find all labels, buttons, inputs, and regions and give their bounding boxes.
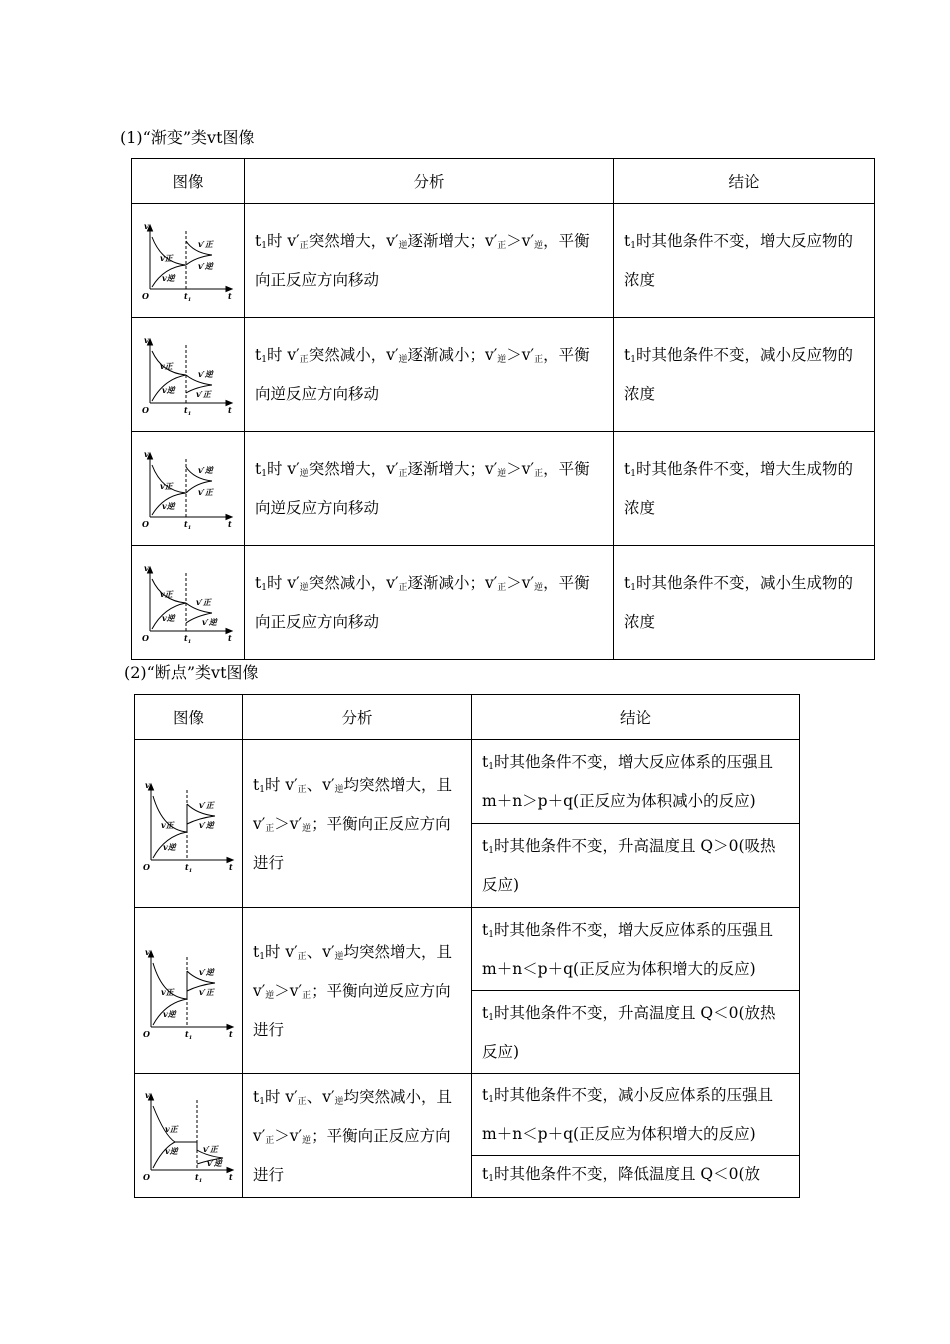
subscript: 1 bbox=[630, 241, 636, 251]
conclusion-cell bbox=[472, 824, 800, 908]
subscript: 1 bbox=[488, 929, 494, 940]
axis-t-label: t bbox=[228, 632, 232, 643]
t-symbol: t bbox=[482, 837, 489, 855]
subscript: 逆 bbox=[497, 469, 507, 479]
v-zheng-label: v正 bbox=[160, 819, 174, 830]
analysis-cell bbox=[245, 546, 614, 660]
table-row bbox=[135, 1074, 800, 1156]
vp-zheng-label: v′正 bbox=[198, 486, 213, 497]
origin-label: O bbox=[142, 632, 149, 643]
t-symbol: t bbox=[482, 1003, 489, 1022]
conclusion-text: 时其他条件不变，增大反应体系的压强且 m＋n＞p＋q(正反应为体积减小的反应) bbox=[482, 753, 773, 810]
graph-cell bbox=[132, 318, 245, 432]
origin-label: O bbox=[142, 404, 149, 415]
table-header-row bbox=[132, 159, 875, 204]
v-ni-label: v逆 bbox=[162, 612, 175, 623]
vp-zheng-label: v′正 bbox=[198, 986, 214, 997]
axis-t-label: t bbox=[228, 404, 232, 415]
subscript: 1 bbox=[261, 583, 267, 593]
text: 、v′ bbox=[306, 942, 335, 961]
axis-v-label: v bbox=[144, 946, 150, 957]
subscript: 逆 bbox=[334, 784, 344, 795]
v-zheng-label: v正 bbox=[160, 480, 173, 491]
header-conclusion: 结论 bbox=[472, 695, 800, 740]
vp-ni-label: v′逆 bbox=[198, 368, 213, 379]
text: 时 v′ bbox=[264, 942, 298, 961]
conclusion-cell bbox=[472, 1156, 800, 1198]
text: ；平衡向正反应方向进行 bbox=[253, 1126, 451, 1184]
text: ，平衡向逆反应方向移动 bbox=[255, 346, 590, 403]
text: ，平衡向正反应方向移动 bbox=[255, 574, 590, 631]
v-zheng-label: v正 bbox=[160, 360, 173, 371]
subscript: 正 bbox=[534, 355, 544, 365]
t1-label: $t_1$ bbox=[184, 290, 192, 303]
subscript: 逆 bbox=[497, 355, 507, 365]
analysis-cell bbox=[245, 318, 614, 432]
graph-cell bbox=[135, 1074, 243, 1198]
vp-ni-label: v′逆 bbox=[202, 616, 217, 627]
section-1-title: (1)“渐变”类vt图像 bbox=[120, 128, 255, 147]
subscript: 正 bbox=[265, 1135, 275, 1146]
subscript: 逆 bbox=[334, 1096, 344, 1107]
axis-v-label: v bbox=[144, 220, 149, 231]
text: ；平衡向逆反应方向进行 bbox=[253, 981, 451, 1039]
subscript: 1 bbox=[488, 846, 494, 856]
text: 逐渐减小；v′ bbox=[407, 346, 498, 364]
subscript: 1 bbox=[259, 951, 265, 962]
t-symbol: t bbox=[253, 775, 260, 794]
subscript: 正 bbox=[497, 241, 507, 251]
subscript: 逆 bbox=[334, 951, 344, 962]
text: 、v′ bbox=[306, 1087, 335, 1106]
text: 逐渐减小；v′ bbox=[407, 574, 498, 592]
text: ，平衡向逆反应方向移动 bbox=[255, 460, 590, 517]
analysis-cell bbox=[243, 908, 472, 1074]
header-graph: 图像 bbox=[135, 695, 243, 740]
axis-t-label: t bbox=[228, 518, 232, 529]
subscript: 1 bbox=[488, 762, 494, 772]
axis-v-label: v bbox=[144, 562, 149, 573]
t-symbol: t bbox=[255, 574, 262, 592]
vp-zheng-label: v′正 bbox=[198, 799, 214, 810]
subscript: 正 bbox=[297, 1096, 307, 1107]
conclusion-cell bbox=[614, 546, 875, 660]
text: 均突然增大，且 v′ bbox=[253, 775, 452, 833]
t-symbol: t bbox=[624, 346, 631, 364]
text: 突然增大，v′ bbox=[308, 232, 399, 250]
subscript: 1 bbox=[630, 355, 636, 365]
gradual-change-table bbox=[131, 158, 875, 660]
text: 均突然增大，且 v′ bbox=[253, 942, 452, 1000]
conclusion-text: 时其他条件不变，升高温度且 Q＜0(放热反应) bbox=[482, 1003, 776, 1061]
text: ，平衡向正反应方向移动 bbox=[255, 232, 590, 289]
v-zheng-label: v正 bbox=[164, 1123, 178, 1134]
table-row bbox=[132, 546, 875, 660]
conclusion-text: 时其他条件不变，减小反应物的浓度 bbox=[624, 346, 853, 403]
axis-v-label: v bbox=[144, 448, 149, 459]
t-symbol: t bbox=[482, 920, 489, 939]
vp-ni-label: v′逆 bbox=[198, 464, 213, 475]
subscript: 逆 bbox=[534, 583, 544, 593]
conclusion-text: 时其他条件不变，降低温度且 Q＜0(放 bbox=[493, 1165, 761, 1183]
v-zheng-label: v正 bbox=[160, 986, 174, 997]
text: 逐渐增大；v′ bbox=[407, 232, 498, 250]
axis-t-label: t bbox=[228, 290, 232, 301]
vt-graph-increase-product bbox=[140, 447, 236, 531]
t-symbol: t bbox=[482, 753, 489, 771]
t-symbol: t bbox=[253, 1087, 260, 1106]
t1-label: $t_1$ bbox=[194, 1171, 202, 1184]
conclusion-cell bbox=[472, 908, 800, 991]
text: 突然减小，v′ bbox=[308, 346, 399, 364]
t1-label: $t_1$ bbox=[184, 1028, 192, 1041]
table-row bbox=[135, 740, 800, 824]
subscript: 正 bbox=[398, 469, 408, 479]
header-graph: 图像 bbox=[132, 159, 245, 204]
v-ni-label: v逆 bbox=[164, 1145, 178, 1156]
text: ＞v′ bbox=[506, 346, 535, 364]
breakpoint-table bbox=[134, 694, 800, 1198]
subscript: 正 bbox=[534, 469, 544, 479]
origin-label: O bbox=[142, 1171, 150, 1182]
text: 突然增大，v′ bbox=[308, 460, 399, 478]
conclusion-cell bbox=[614, 432, 875, 546]
table-row bbox=[132, 318, 875, 432]
graph-cell bbox=[135, 740, 243, 908]
subscript: 1 bbox=[259, 1096, 265, 1107]
vp-zheng-label: v′正 bbox=[196, 596, 211, 607]
conclusion-cell bbox=[472, 991, 800, 1074]
v-ni-label: v逆 bbox=[162, 500, 175, 511]
vp-ni-label: v′逆 bbox=[206, 1157, 222, 1168]
vt-graph-decrease-reactant bbox=[140, 333, 236, 417]
table-row bbox=[135, 908, 800, 991]
subscript: 逆 bbox=[302, 1135, 312, 1146]
analysis-cell bbox=[243, 1074, 472, 1198]
subscript: 逆 bbox=[398, 241, 408, 251]
axis-v-label: v bbox=[144, 334, 149, 345]
vt-graph-break-increase-forward bbox=[141, 774, 237, 874]
text: ＞v′ bbox=[274, 981, 303, 1000]
origin-label: O bbox=[142, 290, 149, 301]
analysis-cell bbox=[245, 432, 614, 546]
t1-label: $t_1$ bbox=[184, 518, 192, 531]
graph-cell bbox=[135, 908, 243, 1074]
table-row bbox=[132, 204, 875, 318]
v-ni-label: v逆 bbox=[162, 1008, 176, 1019]
text: ＞v′ bbox=[274, 1126, 303, 1145]
t-symbol: t bbox=[482, 1165, 489, 1183]
subscript: 逆 bbox=[265, 990, 275, 1001]
subscript: 1 bbox=[261, 469, 267, 479]
subscript: 1 bbox=[488, 1012, 494, 1023]
subscript: 逆 bbox=[302, 823, 312, 834]
conclusion-text: 时其他条件不变，减小生成物的浓度 bbox=[624, 574, 853, 631]
text: 时 v′ bbox=[266, 460, 300, 478]
v-ni-label: v逆 bbox=[162, 384, 175, 395]
v-zheng-label: v正 bbox=[160, 588, 173, 599]
axis-t-label: t bbox=[228, 1028, 233, 1039]
subscript: 1 bbox=[261, 241, 267, 251]
t1-label: $t_1$ bbox=[184, 861, 192, 874]
axis-t-label: t bbox=[228, 1171, 233, 1182]
v-zheng-label: v正 bbox=[160, 252, 173, 263]
text: 时 v′ bbox=[266, 574, 300, 592]
conclusion-text: 时其他条件不变，升高温度且 Q＞0(吸热反应) bbox=[482, 837, 776, 894]
vp-ni-label: v′逆 bbox=[198, 260, 213, 271]
conclusion-cell bbox=[472, 1074, 800, 1156]
subscript: 1 bbox=[488, 1095, 494, 1105]
subscript: 逆 bbox=[398, 355, 408, 365]
text: 时 v′ bbox=[266, 232, 300, 250]
graph-cell bbox=[132, 432, 245, 546]
vp-zheng-label: v′正 bbox=[196, 388, 211, 399]
vt-graph-break-decrease bbox=[141, 1086, 237, 1186]
header-analysis: 分析 bbox=[245, 159, 614, 204]
subscript: 逆 bbox=[299, 469, 309, 479]
vp-zheng-label: v′正 bbox=[202, 1143, 218, 1154]
t-symbol: t bbox=[255, 346, 262, 364]
t-symbol: t bbox=[255, 232, 262, 250]
analysis-cell bbox=[245, 204, 614, 318]
origin-label: O bbox=[142, 518, 149, 529]
t-symbol: t bbox=[624, 232, 631, 250]
text: ＞v′ bbox=[506, 574, 535, 592]
analysis-cell bbox=[243, 740, 472, 908]
t-symbol: t bbox=[255, 460, 262, 478]
t1-label: $t_1$ bbox=[184, 404, 192, 417]
subscript: 1 bbox=[630, 469, 636, 479]
conclusion-text: 时其他条件不变，增大反应物的浓度 bbox=[624, 232, 853, 289]
subscript: 正 bbox=[265, 823, 275, 834]
vp-ni-label: v′逆 bbox=[198, 966, 214, 977]
text: 、v′ bbox=[306, 775, 335, 794]
text: ；平衡向正反应方向进行 bbox=[253, 814, 451, 872]
subscript: 正 bbox=[297, 784, 307, 795]
table-header-row bbox=[135, 695, 800, 740]
conclusion-text: 时其他条件不变，减小反应体系的压强且 m＋n＜p＋q(正反应为体积增大的反应) bbox=[482, 1086, 773, 1143]
text: 均突然减小，且 v′ bbox=[253, 1087, 452, 1145]
vt-graph-break-increase-reverse bbox=[141, 941, 237, 1041]
text: 时 v′ bbox=[266, 346, 300, 364]
vp-zheng-label: v′正 bbox=[198, 238, 213, 249]
conclusion-cell bbox=[472, 740, 800, 824]
conclusion-cell bbox=[614, 318, 875, 432]
subscript: 正 bbox=[297, 951, 307, 962]
subscript: 正 bbox=[299, 355, 309, 365]
header-analysis: 分析 bbox=[243, 695, 472, 740]
origin-label: O bbox=[142, 1028, 150, 1039]
conclusion-text: 时其他条件不变，增大反应体系的压强且 m＋n＜p＋q(正反应为体积增大的反应) bbox=[482, 920, 773, 978]
origin-label: O bbox=[142, 861, 150, 872]
subscript: 1 bbox=[630, 583, 636, 593]
axis-t-label: t bbox=[228, 861, 233, 872]
t-symbol: t bbox=[624, 574, 631, 592]
text: ＞v′ bbox=[506, 232, 535, 250]
subscript: 逆 bbox=[299, 583, 309, 593]
text: ＞v′ bbox=[274, 814, 303, 833]
graph-cell bbox=[132, 546, 245, 660]
text: 时 v′ bbox=[264, 775, 298, 794]
t-symbol: t bbox=[482, 1086, 489, 1104]
header-conclusion: 结论 bbox=[614, 159, 875, 204]
subscript: 1 bbox=[488, 1174, 494, 1184]
section-2-title: (2)“断点”类vt图像 bbox=[124, 663, 259, 682]
vt-graph-decrease-product bbox=[140, 561, 236, 645]
subscript: 1 bbox=[261, 355, 267, 365]
table-row bbox=[132, 432, 875, 546]
subscript: 逆 bbox=[534, 241, 544, 251]
subscript: 1 bbox=[259, 784, 265, 795]
v-ni-label: v逆 bbox=[162, 841, 176, 852]
text: 时 v′ bbox=[264, 1087, 298, 1106]
subscript: 正 bbox=[302, 990, 312, 1001]
t-symbol: t bbox=[253, 942, 260, 961]
axis-v-label: v bbox=[144, 779, 150, 790]
graph-cell bbox=[132, 204, 245, 318]
text: 突然减小，v′ bbox=[308, 574, 399, 592]
conclusion-cell bbox=[614, 204, 875, 318]
axis-v-label: v bbox=[144, 1089, 150, 1100]
v-ni-label: v逆 bbox=[162, 272, 175, 283]
text: ＞v′ bbox=[506, 460, 535, 478]
t1-label: $t_1$ bbox=[184, 632, 192, 645]
subscript: 正 bbox=[299, 241, 309, 251]
t-symbol: t bbox=[624, 460, 631, 478]
subscript: 正 bbox=[497, 583, 507, 593]
vp-ni-label: v′逆 bbox=[198, 819, 214, 830]
subscript: 正 bbox=[398, 583, 408, 593]
text: 逐渐增大；v′ bbox=[407, 460, 498, 478]
vt-graph-increase-reactant bbox=[140, 219, 236, 303]
conclusion-text: 时其他条件不变，增大生成物的浓度 bbox=[624, 460, 853, 517]
